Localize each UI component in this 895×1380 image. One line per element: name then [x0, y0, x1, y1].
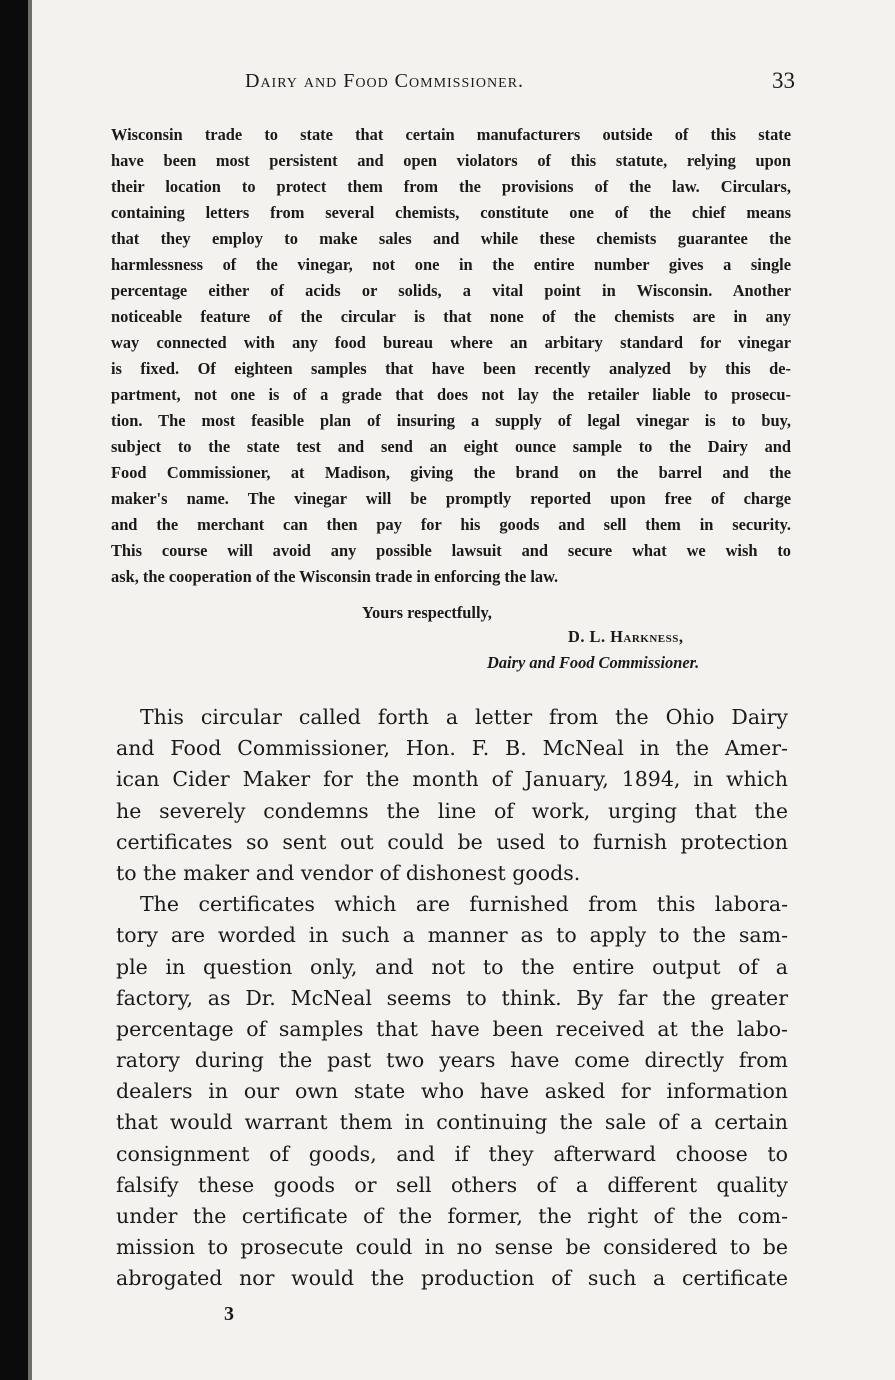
- body-line: The certificates which are furnished from this labora-: [140, 892, 788, 917]
- letter-line: tion. The most feasible plan of insuring a supply of legal vinegar is to buy,: [111, 411, 791, 430]
- quoted-letter: [111, 122, 791, 590]
- signer-title: Dairy and Food Commissioner.: [487, 653, 700, 672]
- letter-line: Food Commissioner, at Madison, giving the brand on the barrel and the: [111, 463, 791, 482]
- body-line: factory, as Dr. McNeal seems to think. By far the greater: [116, 985, 788, 1010]
- body-line: abrogated nor would the production of such a certificate: [116, 1266, 788, 1291]
- body-line: ican Cider Maker for the month of January, 1894, in which: [116, 767, 788, 792]
- body-line: ratory during the past two years have come directly from: [116, 1048, 788, 1073]
- body-line: dealers in our own state who have asked for information: [116, 1079, 788, 1104]
- body-line: certificates so sent out could be used to furnish protection: [116, 829, 788, 854]
- letter-line: This course will avoid any possible lawsuit and secure what we wish to: [111, 541, 791, 560]
- body-line: falsify these goods or sell others of a different quality: [116, 1172, 788, 1197]
- body-text: [116, 702, 788, 1295]
- signer-initials: D. L.: [568, 627, 606, 646]
- letter-line: partment, not one is of a grade that does not lay the retailer liable to prosecu-: [111, 385, 791, 404]
- letter-line: their location to protect them from the provisions of the law. Circulars,: [111, 177, 791, 196]
- letter-line: way connected with any food bureau where an arbitary standard for vinegar: [111, 333, 791, 352]
- letter-line: maker's name. The vinegar will be promptly reported upon free of charge: [111, 489, 791, 508]
- body-line: and Food Commissioner, Hon. F. B. McNeal in the Amer-: [116, 736, 788, 761]
- binding-edge: [28, 0, 32, 1380]
- letter-line: ask, the cooperation of the Wisconsin trade in enforcing the law.: [111, 567, 559, 586]
- letter-line: and the merchant can then pay for his goods and sell them in security.: [111, 515, 791, 534]
- running-title: Dairy and Food Commissioner.: [245, 70, 525, 92]
- signature-mark: 3: [224, 1303, 234, 1325]
- page-number: 33: [772, 68, 795, 93]
- letter-line: noticeable feature of the circular is that none of the chemists are in any: [111, 307, 791, 326]
- body-line: ple in question only, and not to the entire output of a: [116, 954, 788, 979]
- letter-closing: Yours respectfully,: [362, 603, 492, 622]
- letter-line: percentage either of acids or solids, a vital point in Wisconsin. Another: [111, 281, 791, 300]
- body-line: This circular called forth a letter from the Ohio Dairy: [140, 705, 788, 729]
- body-line: under the certificate of the former, the right of the com-: [116, 1204, 788, 1228]
- letter-line: is fixed. Of eighteen samples that have been recently analyzed by this de-: [111, 359, 791, 378]
- body-line: percentage of samples that have been received at the labo-: [116, 1016, 788, 1041]
- body-line: mission to prosecute could in no sense be considered to be: [116, 1235, 788, 1260]
- body-line: he severely condemns the line of work, urging that the: [116, 798, 788, 823]
- body-line: to the maker and vendor of dishonest goods.: [116, 860, 581, 885]
- body-line: tory are worded in such a manner as to apply to the sam-: [116, 923, 788, 948]
- letter-line: have been most persistent and open violators of this statute, relying upon: [111, 151, 791, 170]
- body-line: consignment of goods, and if they afterward choose to: [116, 1141, 788, 1166]
- signer-surname: Harkness,: [610, 627, 684, 646]
- binding-spine: [0, 0, 28, 1380]
- letter-line: harmlessness of the vinegar, not one in the entire number gives a single: [111, 255, 791, 274]
- letter-signature: [568, 624, 683, 650]
- letter-line: containing letters from several chemists, constitute one of the chief means: [111, 203, 791, 222]
- letter-line: subject to the state test and send an eight ounce sample to the Dairy and: [111, 437, 791, 456]
- running-head: [245, 70, 795, 100]
- letter-line: that they employ to make sales and while these chemists guarantee the: [111, 229, 791, 248]
- body-line: that would warrant them in continuing the sale of a certain: [116, 1110, 788, 1135]
- letter-line: Wisconsin trade to state that certain manufacturers outside of this state: [111, 125, 791, 144]
